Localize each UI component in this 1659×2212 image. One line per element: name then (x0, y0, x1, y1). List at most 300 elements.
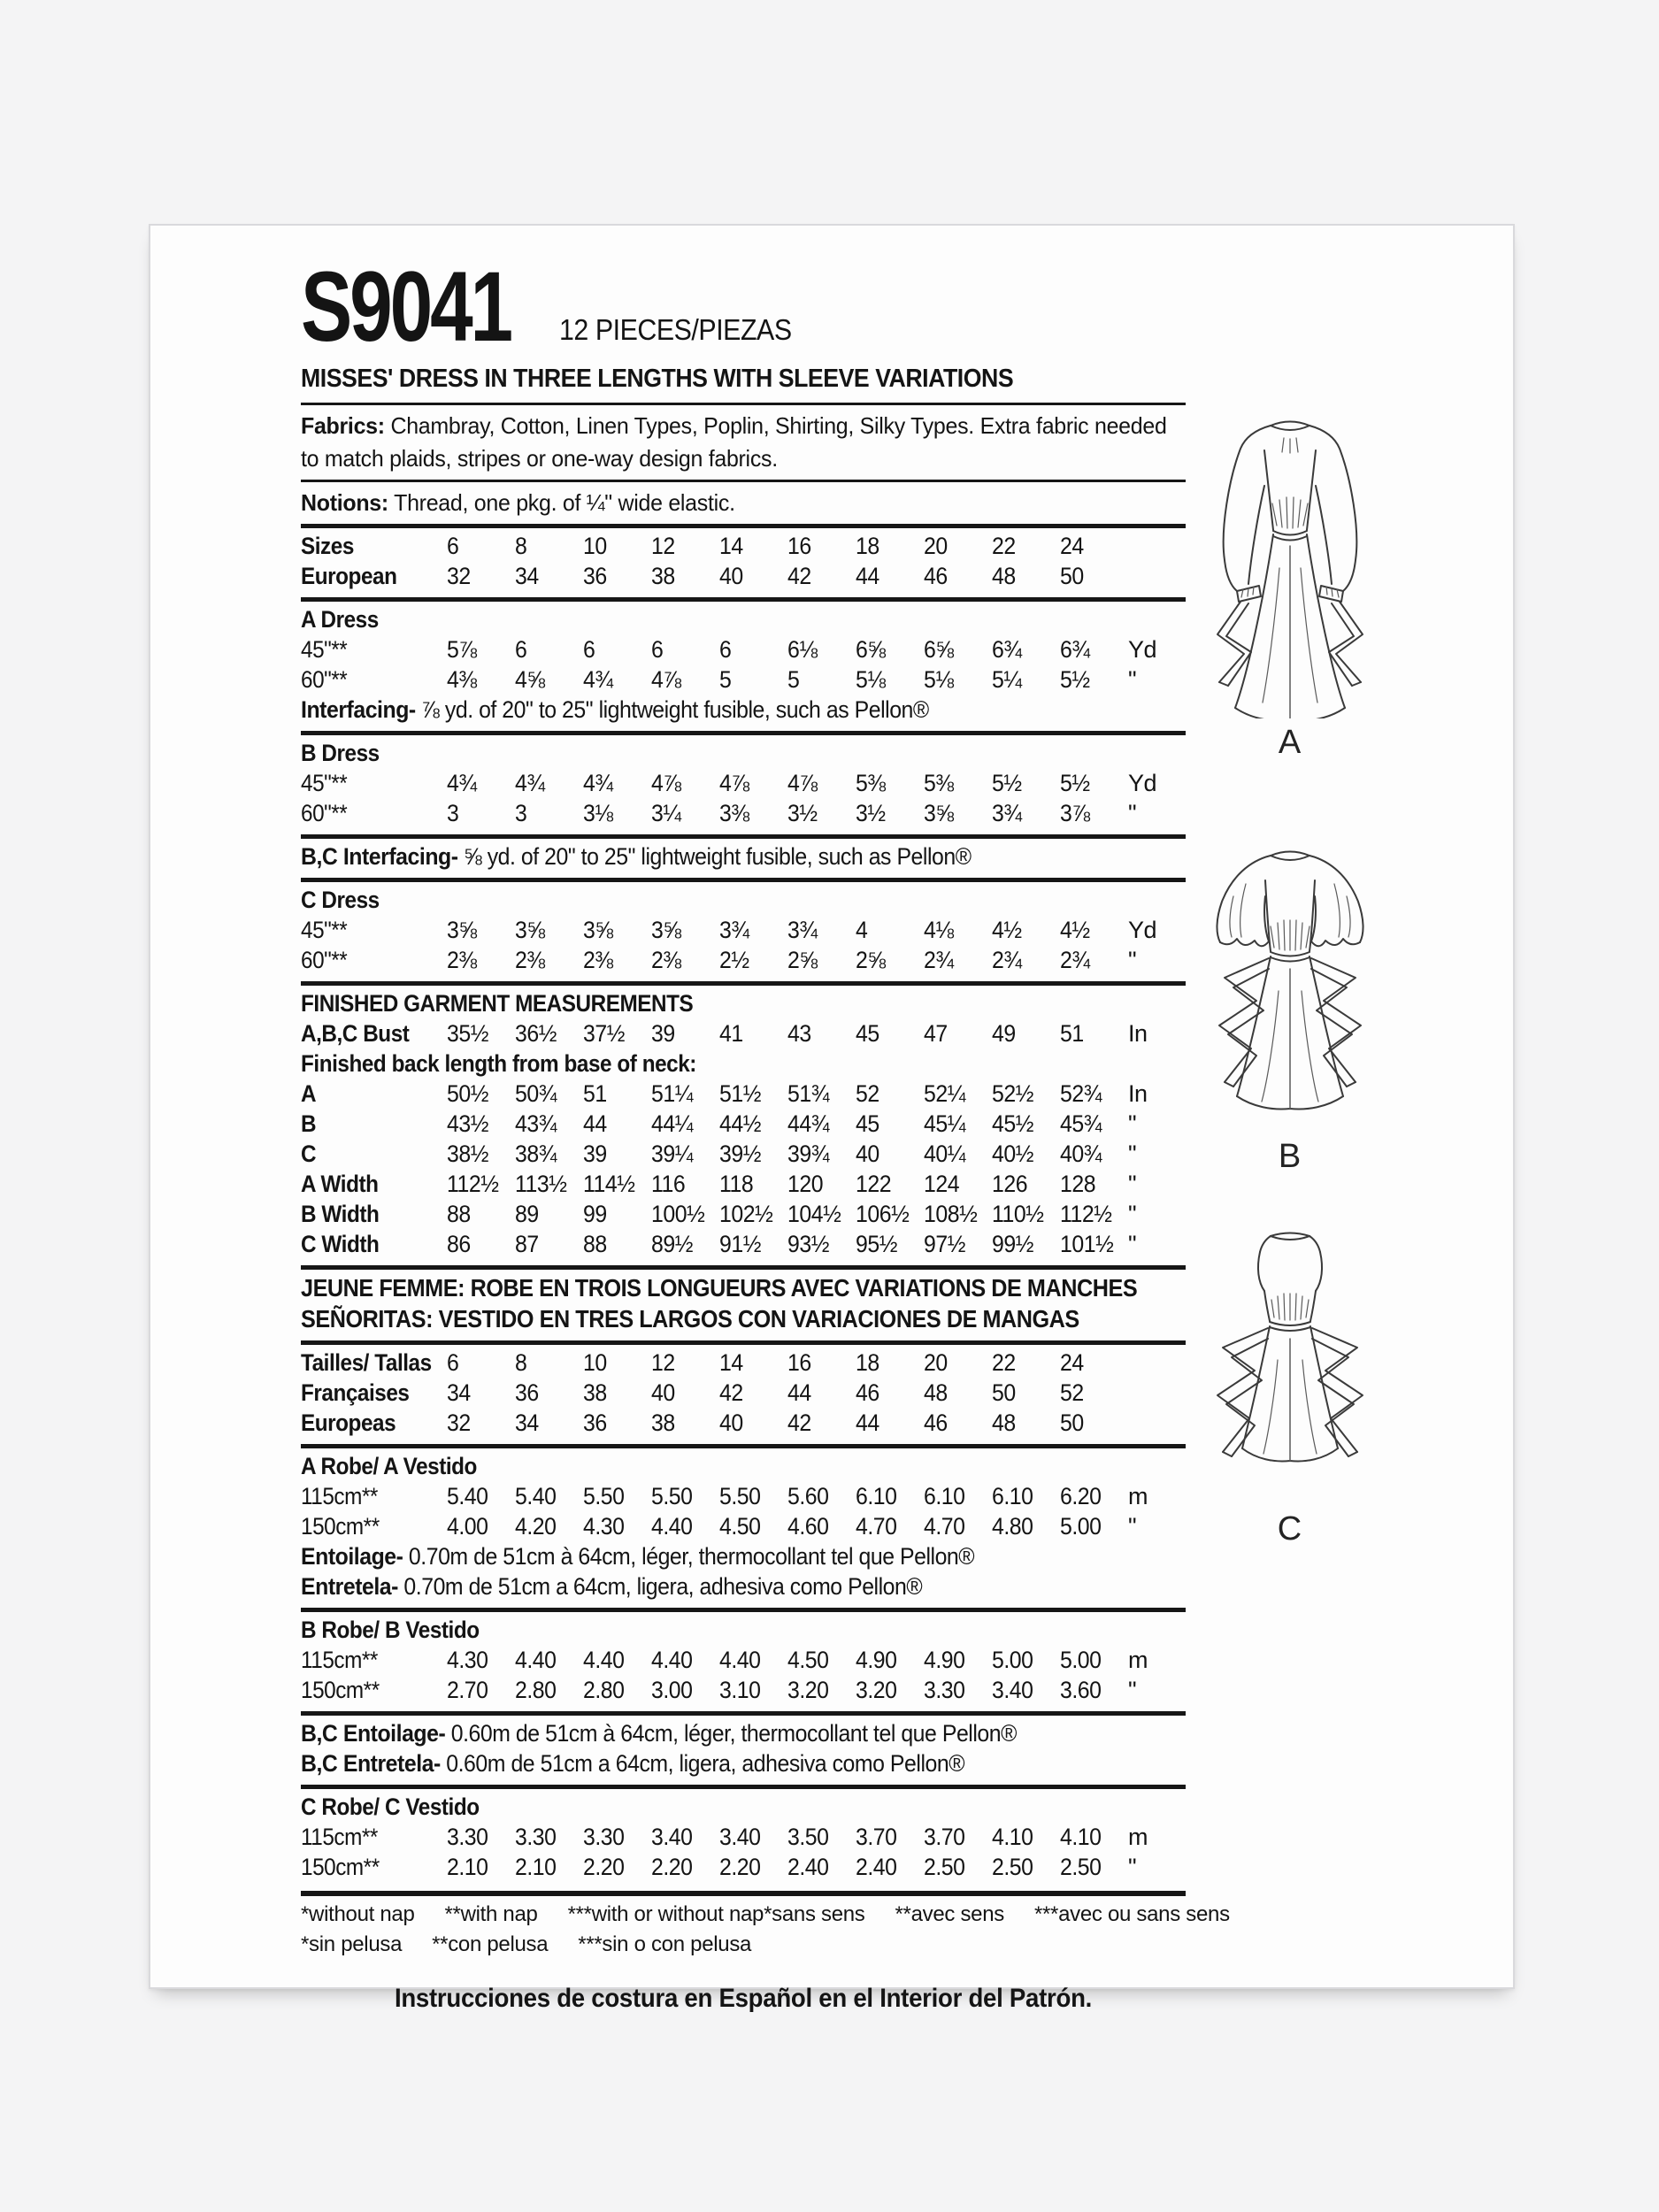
yardage-note (301, 696, 1185, 726)
table-cell: 2.20 (651, 1854, 693, 1881)
unit-cell: Yd (1128, 636, 1157, 664)
table-cell: 44 (856, 563, 879, 590)
table-cell: 48 (992, 1409, 1016, 1437)
dress-c-label: C (1277, 1510, 1303, 1548)
row-label: 150cm** (301, 1854, 380, 1881)
table-cell: 3.10 (719, 1677, 761, 1704)
table-cell: 4.60 (787, 1513, 829, 1540)
table-cell: 20 (924, 533, 948, 560)
table-cell: 50 (1060, 563, 1084, 590)
unit-cell: " (1128, 1513, 1137, 1540)
dress-b-figure (1193, 845, 1387, 1176)
table-cell: 2.50 (924, 1854, 965, 1881)
table-cell: 99 (583, 1201, 607, 1228)
table-cell: 3.30 (583, 1824, 625, 1851)
table-row (301, 533, 1186, 563)
table-cell: 4.10 (1060, 1824, 1102, 1851)
table-cell: 4½ (1060, 917, 1090, 944)
table-cell: 8 (515, 1349, 527, 1377)
section-heading: A Dress (301, 606, 379, 634)
table-row (301, 636, 1186, 666)
table-cell: 4.20 (515, 1513, 557, 1540)
unit-cell: m (1128, 1647, 1148, 1674)
table-cell: 5½ (1060, 770, 1090, 797)
table-cell: 6.20 (1060, 1483, 1102, 1510)
table-cell: 3⅜ (719, 800, 749, 827)
title-block (301, 251, 1186, 362)
table-cell: 38 (651, 1409, 675, 1437)
table-cell: 89 (515, 1201, 539, 1228)
table-cell: 6⅝ (924, 636, 954, 664)
table-row (301, 1677, 1186, 1707)
table-cell: 5 (719, 666, 732, 694)
table-cell: 5.00 (1060, 1647, 1102, 1674)
row-label: 60"** (301, 666, 348, 694)
table-cell: 120 (787, 1171, 824, 1198)
table-cell: 24 (1060, 533, 1084, 560)
table-cell: 32 (447, 1409, 471, 1437)
table-row (301, 1647, 1186, 1677)
table-cell: 36 (583, 1409, 607, 1437)
table-cell: 36 (515, 1379, 539, 1407)
divider (301, 480, 1186, 482)
table-cell: 5 (787, 666, 800, 694)
table-cell: 35½ (447, 1020, 488, 1048)
yardage-note (301, 1573, 1185, 1603)
row-label: C Width (301, 1231, 380, 1258)
table-cell: 8 (515, 533, 527, 560)
table-cell: 99½ (992, 1231, 1033, 1258)
table-cell: 6¾ (992, 636, 1022, 664)
table-cell: 5.50 (719, 1483, 761, 1510)
bilingual-heading: SEÑORITAS: VESTIDO EN TRES LARGOS CON VARIACIONES DE MANGAS (301, 1305, 1079, 1333)
table-cell: 39 (651, 1020, 675, 1048)
pattern-title: MISSES' DRESS IN THREE LENGTHS WITH SLEEVE VARIATIONS (301, 365, 1014, 394)
table-cell: 2.40 (787, 1854, 829, 1881)
divider (301, 1340, 1186, 1345)
table-row (301, 1483, 1186, 1513)
table-cell: 2.10 (447, 1854, 488, 1881)
unit-cell: " (1128, 1141, 1137, 1168)
table-cell: 5.40 (515, 1483, 557, 1510)
table-cell: 101½ (1060, 1231, 1114, 1258)
table-cell: 4.50 (719, 1513, 761, 1540)
notions-note (301, 487, 1184, 519)
table-cell: 32 (447, 563, 471, 590)
yardage-note (301, 1750, 1185, 1780)
table-cell: 5⅜ (856, 770, 886, 797)
note-label: Entoilage- (301, 1543, 403, 1571)
table-cell: 124 (924, 1171, 960, 1198)
table-cell: 3.30 (924, 1677, 965, 1704)
footnote: ***with or without nap (567, 1902, 764, 1927)
table-cell: 4⅞ (787, 770, 818, 797)
table-cell: 3.70 (924, 1824, 965, 1851)
table-row (301, 1171, 1186, 1201)
row-label: 150cm** (301, 1677, 380, 1704)
table-cell: 3.00 (651, 1677, 693, 1704)
note-label: Interfacing- (301, 696, 416, 724)
table-cell: 40 (719, 1409, 743, 1437)
table-cell: 3¾ (992, 800, 1022, 827)
table-row (301, 1141, 1186, 1171)
unit-cell: In (1128, 1080, 1148, 1108)
table-cell: 45¾ (1060, 1110, 1102, 1138)
table-cell: 38 (583, 1379, 607, 1407)
divider (301, 834, 1186, 839)
table-cell: 3.40 (992, 1677, 1033, 1704)
divider (301, 403, 1186, 405)
table-cell: 52 (856, 1080, 879, 1108)
table-cell: 3¾ (719, 917, 749, 944)
table-cell: 2⅝ (856, 947, 886, 974)
table-cell: 86 (447, 1231, 471, 1258)
table-cell: 38½ (447, 1141, 488, 1168)
table-cell: 3 (515, 800, 527, 827)
note-label: B,C Entoilage- (301, 1720, 446, 1747)
notions-text: Thread, one pkg. of ¼" wide elastic. (394, 489, 735, 517)
table-cell: 50 (1060, 1409, 1084, 1437)
table-cell: 41 (719, 1020, 743, 1048)
unit-cell: " (1128, 1854, 1137, 1881)
table-cell: 4.30 (447, 1647, 488, 1674)
table-row (301, 1349, 1186, 1379)
table-cell: 44 (583, 1110, 607, 1138)
pieces-count: 12 PIECES/PIEZAS (559, 313, 792, 347)
table-cell: 3⅝ (924, 800, 954, 827)
table-cell: 50 (992, 1379, 1016, 1407)
footnotes-row-2 (301, 1932, 1186, 1959)
table-cell: 39 (583, 1141, 607, 1168)
divider (301, 1891, 1186, 1896)
table-cell: 12 (651, 533, 675, 560)
table-cell: 3⅝ (515, 917, 545, 944)
table-cell: 2.70 (447, 1677, 488, 1704)
table-cell: 36 (583, 563, 607, 590)
table-cell: 40½ (992, 1141, 1033, 1168)
table-row (301, 917, 1186, 947)
table-cell: 6.10 (924, 1483, 965, 1510)
table-row (301, 1201, 1186, 1231)
table-cell: 106½ (856, 1201, 910, 1228)
table-cell: 6 (447, 1349, 459, 1377)
note-text: 0.70m de 51cm à 64cm, léger, thermocollant tel que Pellon® (403, 1543, 975, 1571)
table-cell: 45 (856, 1110, 879, 1138)
row-label: A (301, 1080, 317, 1108)
table-cell: 50¾ (515, 1080, 557, 1108)
table-cell: 44½ (719, 1110, 761, 1138)
table-cell: 3.60 (1060, 1677, 1102, 1704)
table-cell: 46 (856, 1379, 879, 1407)
table-cell: 22 (992, 1349, 1016, 1377)
note-label: B,C Interfacing- (301, 843, 458, 871)
table-cell: 114½ (583, 1171, 635, 1198)
table-row (301, 947, 1186, 977)
table-cell: 4⅞ (651, 770, 681, 797)
table-cell: 2¾ (992, 947, 1022, 974)
unit-cell: In (1128, 1020, 1148, 1048)
table-cell: 43 (787, 1020, 811, 1048)
footnote: **con pelusa (432, 1932, 549, 1957)
unit-cell: " (1128, 1201, 1137, 1228)
yardage-note (301, 1543, 1185, 1573)
section-heading: C Dress (301, 887, 380, 914)
row-label: 150cm** (301, 1513, 380, 1540)
divider (301, 524, 1186, 528)
table-cell: 18 (856, 1349, 879, 1377)
table-row (301, 1020, 1186, 1050)
unit-cell: " (1128, 1677, 1137, 1704)
table-cell: 5.50 (651, 1483, 693, 1510)
table-cell: 5½ (1060, 666, 1090, 694)
dress-c-figure (1193, 1227, 1387, 1548)
table-cell: 4.40 (719, 1647, 761, 1674)
row-label: 115cm** (301, 1647, 378, 1674)
table-cell: 3 (447, 800, 459, 827)
table-cell: 4.40 (515, 1647, 557, 1674)
table-cell: 36½ (515, 1020, 557, 1048)
table-cell: 52 (1060, 1379, 1084, 1407)
note-label: Entretela- (301, 1573, 398, 1601)
table-cell: 48 (924, 1379, 948, 1407)
table-cell: 2⅜ (515, 947, 545, 974)
table-cell: 10 (583, 1349, 607, 1377)
table-cell: 37½ (583, 1020, 625, 1048)
table-cell: 24 (1060, 1349, 1084, 1377)
table-cell: 3.40 (719, 1824, 761, 1851)
table-cell: 3.30 (447, 1824, 488, 1851)
row-label: Sizes (301, 533, 354, 560)
table-cell: 88 (447, 1201, 471, 1228)
table-cell: 38¾ (515, 1141, 557, 1168)
table-cell: 2⅜ (583, 947, 613, 974)
table-cell: 126 (992, 1171, 1028, 1198)
table-row (301, 666, 1186, 696)
divider (301, 878, 1186, 882)
table-row (301, 1379, 1186, 1409)
table-cell: 5.00 (1060, 1513, 1102, 1540)
dress-a-figure (1193, 413, 1387, 762)
table-cell: 6 (515, 636, 527, 664)
unit-cell: " (1128, 1171, 1137, 1198)
table-cell: 4½ (992, 917, 1022, 944)
table-cell: 2.80 (515, 1677, 557, 1704)
dress-a-label: A (1278, 724, 1302, 761)
table-cell: 3⅝ (447, 917, 477, 944)
table-cell: 91½ (719, 1231, 761, 1258)
table-cell: 6 (447, 533, 459, 560)
table-cell: 4.70 (856, 1513, 897, 1540)
note-text: ⅝ yd. of 20" to 25" lightweight fusible, such as Pellon® (457, 843, 972, 871)
table-cell: 4.00 (447, 1513, 488, 1540)
table-cell: 87 (515, 1231, 539, 1258)
table-cell: 4.40 (651, 1513, 693, 1540)
table-cell: 4.80 (992, 1513, 1033, 1540)
table-cell: 2½ (719, 947, 749, 974)
table-cell: 42 (787, 563, 811, 590)
table-cell: 48 (992, 563, 1016, 590)
table-cell: 4.90 (924, 1647, 965, 1674)
table-cell: 110½ (992, 1201, 1044, 1228)
footnote: **with nap (444, 1902, 538, 1927)
table-cell: 52½ (992, 1080, 1033, 1108)
row-label: 115cm** (301, 1483, 378, 1510)
table-cell: 6¾ (1060, 636, 1090, 664)
table-cell: 43¾ (515, 1110, 557, 1138)
table-cell: 128 (1060, 1171, 1096, 1198)
table-cell: 5.00 (992, 1647, 1033, 1674)
table-cell: 20 (924, 1349, 948, 1377)
row-label: A,B,C Bust (301, 1020, 410, 1048)
table-cell: 39½ (719, 1141, 761, 1168)
table-row (301, 1110, 1186, 1141)
table-cell: 89½ (651, 1231, 693, 1258)
unit-cell: Yd (1128, 770, 1157, 797)
table-cell: 6⅝ (856, 636, 886, 664)
row-label: A Width (301, 1171, 379, 1198)
footnote: *sin pelusa (301, 1932, 403, 1957)
table-cell: 3½ (856, 800, 886, 827)
section-heading: C Robe/ C Vestido (301, 1793, 480, 1821)
unit-cell: Yd (1128, 917, 1157, 944)
row-label: Françaises (301, 1379, 410, 1407)
table-cell: 4¾ (583, 666, 613, 694)
note-text: ⅞ yd. of 20" to 25" lightweight fusible, such as Pellon® (415, 696, 929, 724)
table-cell: 2.80 (583, 1677, 625, 1704)
table-cell: 52¾ (1060, 1080, 1102, 1108)
table-cell: 2.50 (992, 1854, 1033, 1881)
table-cell: 102½ (719, 1201, 773, 1228)
table-cell: 6 (651, 636, 664, 664)
unit-cell: " (1128, 800, 1137, 827)
table-cell: 6.10 (992, 1483, 1033, 1510)
table-cell: 3¾ (787, 917, 818, 944)
note-text: 0.60m de 51cm à 64cm, léger, thermocollant tel que Pellon® (445, 1720, 1017, 1747)
table-row (301, 800, 1186, 830)
table-cell: 5½ (992, 770, 1022, 797)
table-cell: 4.70 (924, 1513, 965, 1540)
footnote: *sans sens (764, 1902, 865, 1927)
table-cell: 3.20 (787, 1677, 829, 1704)
table-cell: 12 (651, 1349, 675, 1377)
table-cell: 40 (719, 563, 743, 590)
fabrics-note (301, 410, 1184, 475)
table-row (301, 1409, 1186, 1440)
table-cell: 34 (447, 1379, 471, 1407)
table-cell: 3⅞ (1060, 800, 1090, 827)
table-cell: 51¾ (787, 1080, 829, 1108)
table-cell: 3.30 (515, 1824, 557, 1851)
table-cell: 22 (992, 533, 1016, 560)
table-cell: 112½ (1060, 1201, 1112, 1228)
note-label: B,C Entretela- (301, 1750, 441, 1778)
row-label: B Width (301, 1201, 380, 1228)
row-label: 45"** (301, 917, 348, 944)
table-cell: 4.50 (787, 1647, 829, 1674)
table-cell: 2¾ (1060, 947, 1090, 974)
table-cell: 3½ (787, 800, 818, 827)
table-cell: 3.50 (787, 1824, 829, 1851)
notions-label: Notions: (301, 489, 388, 517)
table-cell: 118 (719, 1171, 754, 1198)
table-cell: 39¾ (787, 1141, 829, 1168)
table-cell: 4⅛ (924, 917, 954, 944)
table-cell: 2.20 (719, 1854, 761, 1881)
table-cell: 40 (856, 1141, 879, 1168)
table-cell: 4 (856, 917, 868, 944)
pattern-number: S9041 (301, 251, 511, 362)
table-cell: 3.70 (856, 1824, 897, 1851)
table-cell: 16 (787, 533, 811, 560)
table-cell: 6 (719, 636, 732, 664)
fabrics-label: Fabrics: (301, 412, 385, 440)
table-cell: 108½ (924, 1201, 978, 1228)
table-cell: 2⅜ (651, 947, 681, 974)
bilingual-heading: JEUNE FEMME: ROBE EN TROIS LONGUEURS AVEC VARIATIONS DE MANCHES (301, 1274, 1138, 1302)
table-cell: 51 (583, 1080, 607, 1108)
table-cell: 5⅜ (924, 770, 954, 797)
table-row (301, 1231, 1186, 1261)
table-cell: 5⅛ (924, 666, 954, 694)
table-cell: 44¾ (787, 1110, 829, 1138)
table-cell: 51½ (719, 1080, 761, 1108)
footnote: ***sin o con pelusa (578, 1932, 752, 1957)
section-heading: Finished back length from base of neck: (301, 1050, 696, 1078)
table-row (301, 1824, 1186, 1854)
table-cell: 122 (856, 1171, 892, 1198)
table-cell: 4.30 (583, 1513, 625, 1540)
row-label: 45"** (301, 636, 348, 664)
table-cell: 43½ (447, 1110, 488, 1138)
table-cell: 5⅛ (856, 666, 886, 694)
divider (301, 1711, 1186, 1716)
note-text: 0.60m de 51cm a 64cm, ligera, adhesiva como Pellon® (440, 1750, 965, 1778)
row-label: C (301, 1141, 317, 1168)
table-cell: 100½ (651, 1201, 705, 1228)
footnotes-french (764, 1902, 1230, 1927)
table-cell: 45¼ (924, 1110, 965, 1138)
table-cell: 4.40 (651, 1647, 693, 1674)
table-cell: 4⅜ (447, 666, 477, 694)
table-cell: 3¼ (651, 800, 681, 827)
table-cell: 112½ (447, 1171, 499, 1198)
table-cell: 4⅞ (719, 770, 749, 797)
dress-a-illustration (1202, 413, 1379, 718)
table-row (301, 770, 1186, 800)
footnotes-english (301, 1902, 764, 1927)
table-cell: 6⅛ (787, 636, 818, 664)
row-label: Europeas (301, 1409, 396, 1437)
divider (301, 597, 1186, 602)
table-cell: 16 (787, 1349, 811, 1377)
divider (301, 1608, 1186, 1612)
table-row (301, 1080, 1186, 1110)
table-cell: 5⅞ (447, 636, 477, 664)
divider (301, 731, 1186, 735)
section-heading: FINISHED GARMENT MEASUREMENTS (301, 990, 694, 1018)
row-label: 60"** (301, 800, 348, 827)
table-cell: 42 (787, 1409, 811, 1437)
yardage-table (301, 533, 1186, 1896)
table-cell: 6.10 (856, 1483, 897, 1510)
table-row (301, 1854, 1186, 1884)
yardage-chart-content (301, 226, 1230, 2014)
table-cell: 5.60 (787, 1483, 829, 1510)
unit-cell: " (1128, 666, 1137, 694)
section-heading: B Dress (301, 740, 380, 767)
dress-b-illustration (1193, 845, 1387, 1115)
table-cell: 18 (856, 533, 879, 560)
